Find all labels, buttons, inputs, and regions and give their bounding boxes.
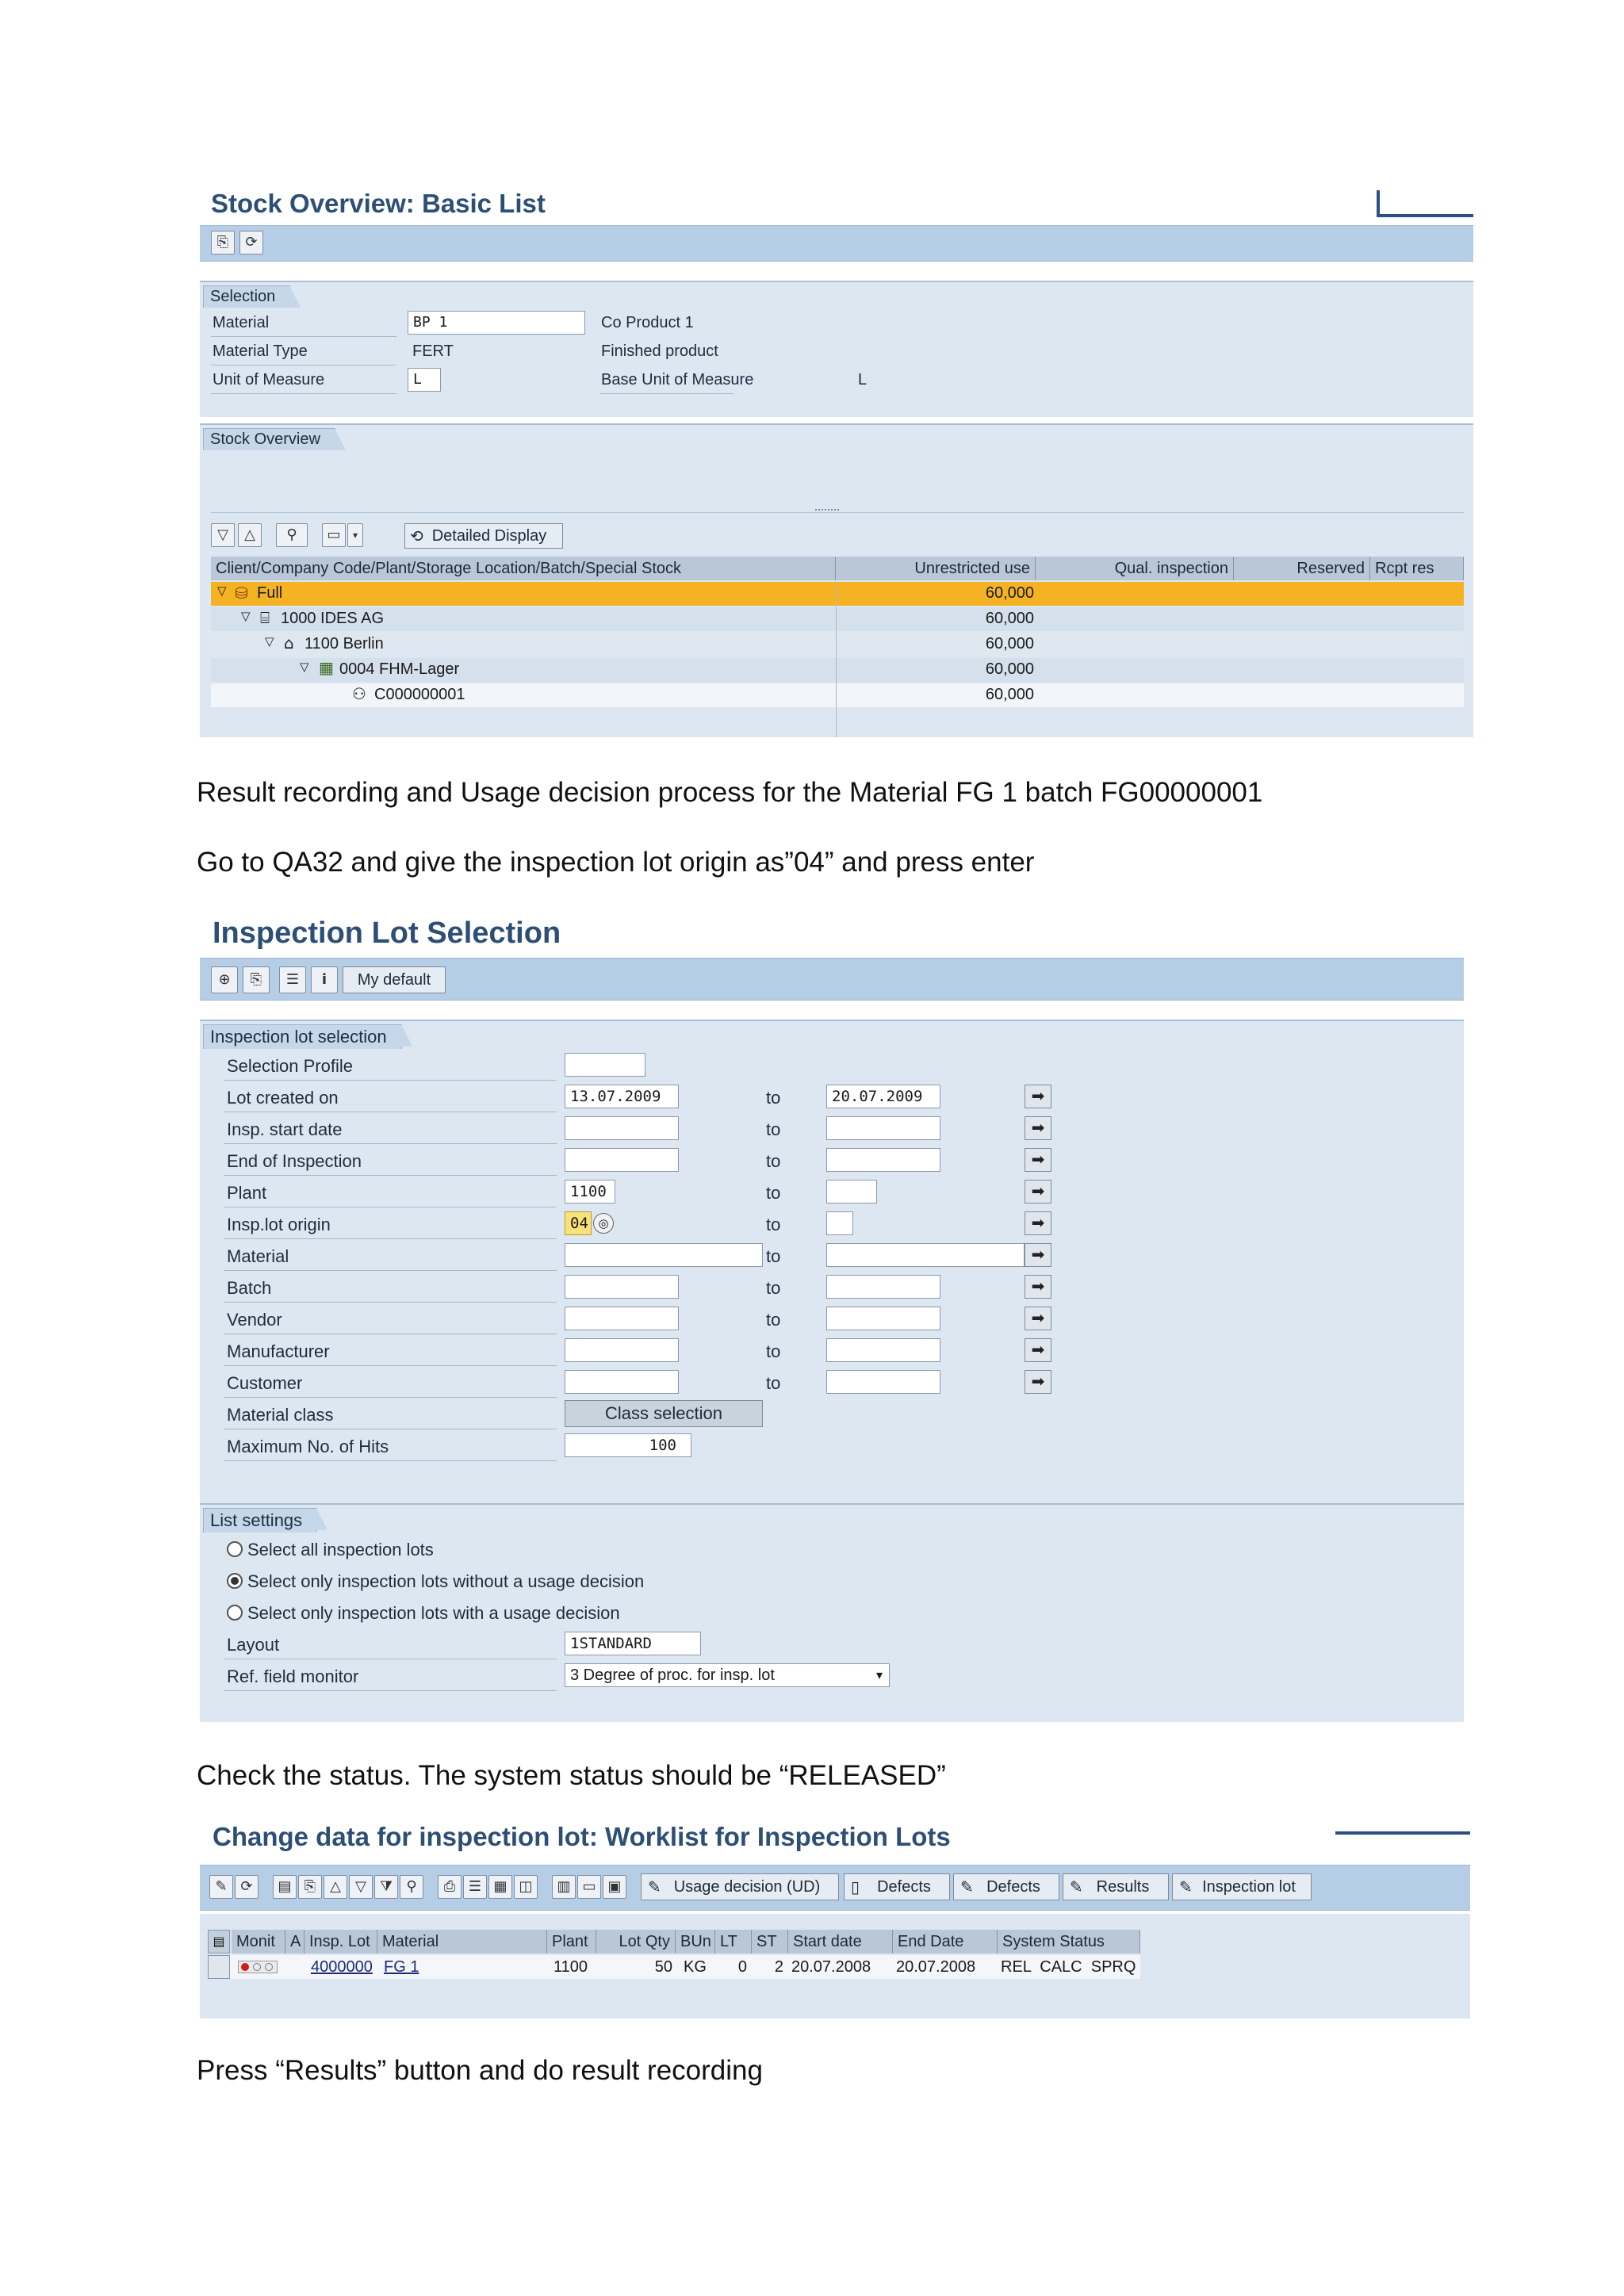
application-toolbar — [200, 958, 1464, 1001]
material-to-field[interactable] — [826, 1243, 1025, 1267]
detailed-display-label: Detailed Display — [431, 527, 547, 545]
base-uom-label: Base Unit of Measure — [601, 371, 754, 388]
worklist-table-area — [200, 1914, 1470, 2019]
radio-with-ud-label: Select only inspection lots with a usage decision — [247, 1603, 620, 1623]
divider — [211, 393, 396, 394]
row-value: 60,000 — [985, 610, 1034, 627]
to-label: to — [766, 1373, 781, 1393]
refresh-icon[interactable]: ⟳ — [235, 1875, 259, 1899]
col-rcpt-res[interactable]: Rcpt res — [1370, 557, 1464, 580]
window-corner-decoration — [1335, 1831, 1470, 1835]
max-hits-field[interactable]: 100 — [565, 1433, 691, 1457]
paragraph-4: Press “Results” button and do result recording — [197, 2055, 763, 2086]
lot-created-from-field[interactable]: 13.07.2009 — [565, 1085, 679, 1108]
pencil-icon: ✎ — [1179, 1877, 1193, 1896]
to-label: to — [766, 1215, 781, 1234]
detail-icon[interactable]: ⎘ — [211, 231, 235, 254]
pencil-icon: ✎ — [960, 1877, 974, 1896]
material-description: Co Product 1 — [601, 314, 694, 331]
to-label: to — [766, 1183, 781, 1203]
multiple-selection-arrow-icon[interactable]: ➡ — [1025, 1116, 1051, 1140]
batch-to-field[interactable] — [826, 1275, 940, 1299]
page-title: Stock Overview: Basic List — [211, 189, 546, 218]
material-link[interactable]: FG 1 — [384, 1958, 419, 1976]
storage-location-icon: ▦ — [319, 658, 334, 677]
selection-group — [200, 281, 1473, 417]
page-title: Inspection Lot Selection — [213, 916, 561, 950]
row-label: C000000001 — [374, 686, 465, 703]
ref-field-monitor-select[interactable] — [565, 1663, 890, 1687]
col-bun[interactable]: BUn — [676, 1930, 715, 1954]
divider — [224, 1143, 557, 1144]
graphic-icon[interactable]: ◫ — [514, 1875, 538, 1899]
dropdown-icon[interactable]: ▾ — [875, 1667, 883, 1682]
tree-toggle-icon[interactable]: ▽ — [217, 584, 227, 598]
divider — [224, 1175, 557, 1176]
insp-lot-origin-label: Insp.lot origin — [227, 1215, 331, 1234]
page-title: Change data for inspection lot: Worklist for Inspection Lots — [213, 1822, 951, 1851]
to-label: to — [766, 1088, 781, 1108]
find-icon[interactable]: ⚲ — [276, 523, 308, 547]
selection-profile-label: Selection Profile — [227, 1056, 353, 1076]
customer-to-field[interactable] — [826, 1370, 940, 1394]
material-type-label: Material Type — [213, 342, 308, 360]
insp-start-date-from-field[interactable] — [565, 1116, 679, 1140]
print-menu-icon[interactable]: ▾ — [347, 523, 363, 547]
base-uom-value: L — [858, 371, 868, 388]
system-status-value: REL CALC SPRQ — [1001, 1958, 1136, 1976]
material-label: Material — [227, 1246, 289, 1266]
insp-lot-origin-from-field[interactable]: 04 — [565, 1211, 592, 1235]
divider — [224, 1080, 557, 1081]
tree-toggle-icon[interactable]: ▽ — [300, 660, 309, 674]
uom-field[interactable]: L — [408, 368, 441, 392]
application-toolbar — [200, 225, 1473, 262]
material-type-value: FERT — [412, 342, 454, 360]
selection-profile-field[interactable] — [565, 1053, 645, 1077]
multiple-selection-arrow-icon[interactable]: ➡ — [1025, 1243, 1051, 1267]
plant-to-field[interactable] — [826, 1180, 877, 1203]
window-corner-decoration — [1377, 190, 1473, 217]
edit-icon[interactable]: ✎ — [209, 1875, 233, 1899]
divider — [224, 1270, 557, 1271]
lt-value: 0 — [737, 1958, 747, 1976]
traffic-light-icon — [238, 1961, 278, 1973]
export-icon[interactable]: ⎙ — [438, 1875, 462, 1899]
multiple-selection-arrow-icon[interactable]: ➡ — [1025, 1180, 1051, 1203]
col-hierarchy[interactable]: Client/Company Code/Plant/Storage Location/Batch/Special Stock — [211, 557, 836, 580]
col-unrestricted[interactable]: Unrestricted use — [836, 557, 1036, 580]
radio-without-ud-label: Select only inspection lots without a usage decision — [247, 1571, 645, 1591]
col-st[interactable]: ST — [752, 1930, 788, 1954]
table-row[interactable] — [211, 683, 1464, 707]
document-icon: ▯ — [851, 1877, 860, 1896]
print-icon[interactable]: ▭ — [322, 523, 346, 547]
multiple-selection-arrow-icon[interactable]: ➡ — [1025, 1275, 1051, 1299]
multiple-selection-arrow-icon[interactable]: ➡ — [1025, 1085, 1051, 1108]
divider — [211, 336, 396, 337]
row-value: 60,000 — [985, 686, 1034, 703]
layout-label: Layout — [227, 1635, 280, 1655]
filter-icon[interactable]: ⧩ — [374, 1875, 398, 1899]
col-monit[interactable]: Monit — [232, 1930, 285, 1954]
table-row[interactable] — [211, 658, 1464, 682]
divider — [224, 1397, 557, 1398]
defects-edit-label: Defects — [986, 1878, 1040, 1896]
info-icon[interactable]: i — [311, 966, 338, 993]
green-light — [265, 1963, 273, 1971]
insp-lot-origin-to-field[interactable] — [826, 1211, 853, 1235]
tree-toggle-icon[interactable]: ▽ — [241, 609, 251, 623]
to-label: to — [766, 1310, 781, 1330]
lot-qty-value: 50 — [654, 1958, 672, 1976]
multiple-selection-arrow-icon[interactable]: ➡ — [1025, 1338, 1051, 1362]
select-icon[interactable]: ⎘ — [298, 1875, 322, 1899]
customer-from-field[interactable] — [565, 1370, 679, 1394]
list-settings-tab: List settings — [203, 1508, 317, 1533]
to-label: to — [766, 1151, 781, 1171]
to-label: to — [766, 1341, 781, 1361]
stock-overview-group — [200, 423, 1473, 737]
divider — [599, 393, 734, 394]
table-row-highlighted[interactable] — [211, 582, 1464, 606]
col-insp-lot[interactable]: Insp. Lot — [304, 1930, 377, 1954]
multiple-selection-arrow-icon[interactable]: ➡ — [1025, 1307, 1051, 1330]
end-of-inspection-label: End of Inspection — [227, 1151, 362, 1171]
end-of-inspection-from-field[interactable] — [565, 1148, 679, 1172]
splitter-line — [211, 512, 1464, 513]
batch-icon: ⚇ — [352, 684, 366, 703]
red-light — [241, 1963, 249, 1971]
insp-lot-link[interactable]: 4000000 — [311, 1958, 373, 1976]
class-selection-button[interactable]: Class selection — [565, 1400, 763, 1427]
company-icon: ⌸ — [260, 608, 270, 627]
vendor-label: Vendor — [227, 1310, 282, 1330]
col-reserved[interactable]: Reserved — [1234, 557, 1370, 580]
list-settings-group — [200, 1503, 1464, 1722]
to-label: to — [766, 1119, 781, 1139]
stock-overview-screen — [200, 187, 1473, 737]
to-label: to — [766, 1246, 781, 1266]
spreadsheet-icon[interactable]: ▦ — [488, 1875, 512, 1899]
col-plant[interactable]: Plant — [547, 1930, 596, 1954]
divider — [224, 1365, 557, 1366]
list-icon[interactable]: ☰ — [279, 966, 306, 993]
material-from-field[interactable] — [565, 1243, 763, 1267]
row-value: 60,000 — [985, 635, 1034, 652]
radio-without-ud[interactable] — [227, 1573, 243, 1589]
lot-created-to-field[interactable]: 20.07.2009 — [826, 1085, 940, 1108]
row-select-box[interactable] — [208, 1955, 230, 1979]
multiple-selection-arrow-icon[interactable]: ➡ — [1025, 1370, 1051, 1394]
col-end-date[interactable]: End Date — [893, 1930, 998, 1954]
multiple-selection-arrow-icon[interactable]: ➡ — [1025, 1211, 1051, 1235]
max-hits-label: Maximum No. of Hits — [227, 1437, 389, 1456]
inspection-lot-label: Inspection lot — [1202, 1878, 1296, 1896]
refresh-icon[interactable]: ⟳ — [239, 231, 263, 254]
plant-icon: ⌂ — [284, 633, 294, 652]
col-start-date[interactable]: Start date — [788, 1930, 893, 1954]
sort-ascending-icon[interactable]: △ — [324, 1875, 347, 1899]
uom-label: Unit of Measure — [213, 371, 325, 388]
insp-start-date-to-field[interactable] — [826, 1116, 940, 1140]
my-default-button[interactable]: My default — [343, 966, 446, 993]
detail-icon[interactable]: ▤ — [273, 1875, 297, 1899]
plant-from-field[interactable]: 1100 — [565, 1180, 615, 1203]
table-row[interactable] — [208, 1955, 1140, 1979]
detail-display-icon: ⟲ — [410, 526, 423, 545]
material-label: Material — [213, 314, 270, 331]
column-separator — [836, 582, 837, 737]
col-a[interactable]: A — [285, 1930, 304, 1954]
worklist-screen — [200, 1816, 1470, 2019]
defects-display-label: Defects — [877, 1878, 931, 1896]
find-icon[interactable]: ⚲ — [400, 1875, 423, 1899]
ref-field-monitor-label: Ref. field monitor — [227, 1667, 359, 1686]
usage-decision-label: Usage decision (UD) — [673, 1878, 821, 1896]
batch-label: Batch — [227, 1278, 272, 1298]
bun-value: KG — [684, 1958, 707, 1976]
col-qual-inspection[interactable]: Qual. inspection — [1036, 557, 1234, 580]
save-layout-icon[interactable]: ▣ — [603, 1875, 626, 1899]
divider — [224, 1690, 557, 1691]
plant-label: Plant — [227, 1183, 267, 1203]
material-class-label: Material class — [227, 1405, 334, 1425]
pencil-icon: ✎ — [1070, 1877, 1083, 1896]
batch-from-field[interactable] — [565, 1275, 679, 1299]
col-material[interactable]: Material — [377, 1930, 547, 1954]
row-value: 60,000 — [985, 584, 1034, 602]
row-label: 1100 Berlin — [304, 635, 384, 652]
divider — [224, 1238, 557, 1239]
paragraph-2: Go to QA32 and give the inspection lot origin as”04” and press enter — [197, 847, 1035, 878]
detailed-display-button[interactable] — [404, 523, 563, 549]
row-value: 60,000 — [985, 660, 1034, 678]
row-label: 0004 FHM-Lager — [339, 660, 460, 678]
end-date-value: 20.07.2008 — [896, 1958, 976, 1976]
manufacturer-from-field[interactable] — [565, 1338, 679, 1362]
application-toolbar — [200, 1865, 1470, 1911]
tree-toggle-icon[interactable]: ▽ — [265, 634, 274, 649]
ref-field-monitor-value: 3 Degree of proc. for insp. lot — [570, 1667, 775, 1684]
results-button[interactable] — [1063, 1873, 1169, 1900]
radio-all-lots[interactable] — [227, 1541, 243, 1557]
defects-edit-button[interactable] — [953, 1873, 1059, 1900]
inspection-lot-selection-screen — [200, 909, 1464, 1722]
customer-label: Customer — [227, 1373, 303, 1393]
collapse-icon[interactable]: △ — [238, 523, 262, 547]
insp-start-date-label: Insp. start date — [227, 1119, 343, 1139]
vendor-from-field[interactable] — [565, 1307, 679, 1330]
get-variant-icon[interactable]: ⎘ — [243, 966, 270, 993]
material-node-icon: ⛁ — [235, 584, 248, 603]
manufacturer-label: Manufacturer — [227, 1341, 330, 1361]
to-label: to — [766, 1278, 781, 1298]
divider — [224, 1302, 557, 1303]
manufacturer-to-field[interactable] — [826, 1338, 940, 1362]
vendor-to-field[interactable] — [826, 1307, 940, 1330]
paragraph-1: Result recording and Usage decision process for the Material FG 1 batch FG00000001 — [197, 777, 1263, 808]
layout-field[interactable]: 1STANDARD — [565, 1632, 701, 1655]
material-field[interactable]: BP 1 — [408, 311, 585, 335]
row-label: 1000 IDES AG — [281, 610, 385, 627]
inspection-lot-selection-tab: Inspection lot selection — [203, 1024, 402, 1049]
execute-icon[interactable]: ⊕ — [211, 966, 238, 993]
end-of-inspection-to-field[interactable] — [826, 1148, 940, 1172]
stock-overview-tab: Stock Overview — [203, 428, 335, 450]
usage-decision-button[interactable] — [641, 1873, 839, 1900]
row-label: Full — [257, 584, 283, 602]
word-processing-icon[interactable]: ☰ — [463, 1875, 487, 1899]
col-lt[interactable]: LT — [715, 1930, 752, 1954]
divider — [224, 1460, 557, 1461]
col-lot-qty[interactable]: Lot Qty — [596, 1930, 676, 1954]
radio-with-ud[interactable] — [227, 1605, 243, 1621]
inspection-lot-button[interactable] — [1172, 1873, 1312, 1900]
yellow-light — [253, 1963, 261, 1971]
col-system-status[interactable]: System Status — [998, 1930, 1140, 1954]
selection-tab: Selection — [203, 285, 290, 308]
multiple-selection-arrow-icon[interactable]: ➡ — [1025, 1148, 1051, 1172]
defects-display-button[interactable] — [844, 1873, 950, 1900]
plant-value: 1100 — [553, 1958, 588, 1976]
select-all-icon[interactable]: ▤ — [208, 1930, 230, 1954]
layout-icon[interactable]: ▥ — [552, 1875, 576, 1899]
st-value: 2 — [774, 1958, 783, 1976]
expand-icon[interactable]: ▽ — [211, 523, 235, 547]
table-row[interactable] — [211, 633, 1464, 656]
choose-layout-icon[interactable]: ▭ — [577, 1875, 601, 1899]
results-label: Results — [1096, 1878, 1150, 1896]
material-type-description: Finished product — [601, 342, 718, 360]
table-row[interactable] — [211, 607, 1464, 631]
start-date-value: 20.07.2008 — [791, 1958, 871, 1976]
pencil-icon: ✎ — [648, 1877, 661, 1896]
search-help-icon[interactable]: ◎ — [593, 1213, 614, 1234]
lot-created-on-label: Lot created on — [227, 1088, 339, 1108]
paragraph-3: Check the status. The system status should be “RELEASED” — [197, 1760, 946, 1791]
radio-all-lots-label: Select all inspection lots — [247, 1540, 434, 1559]
sort-descending-icon[interactable]: ▽ — [349, 1875, 373, 1899]
